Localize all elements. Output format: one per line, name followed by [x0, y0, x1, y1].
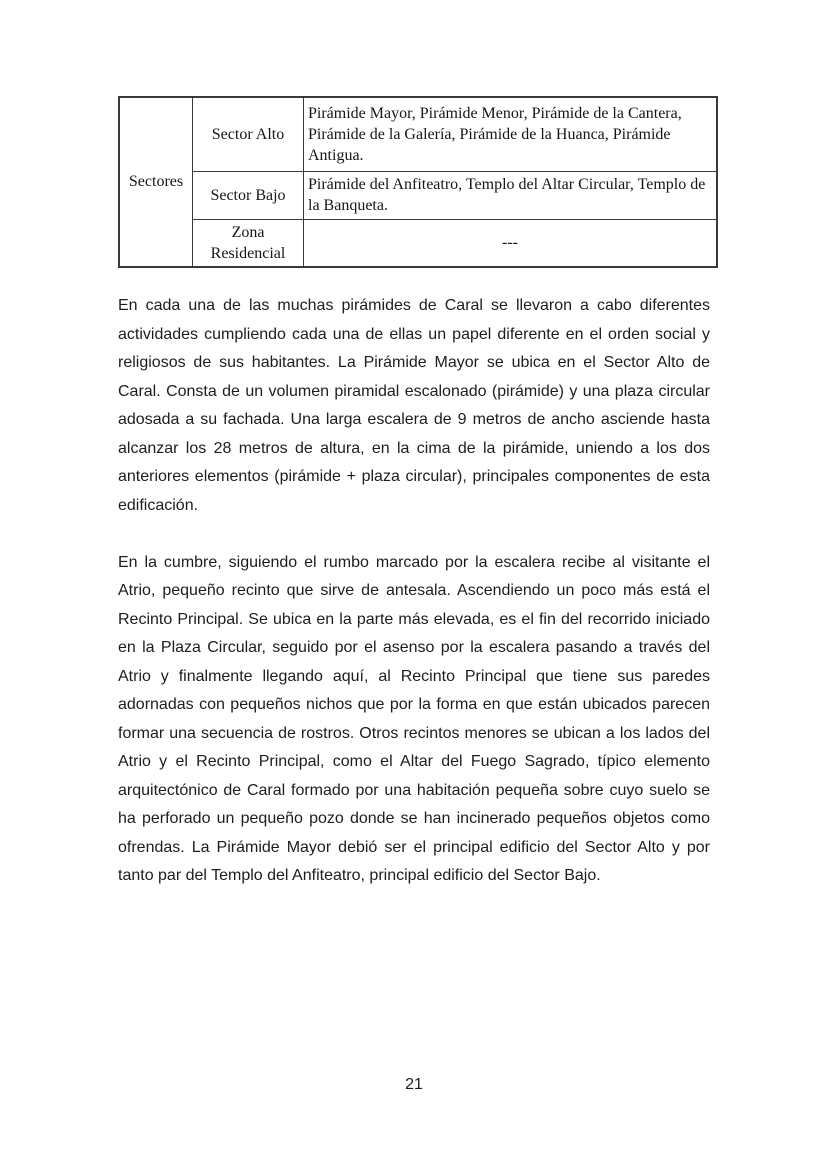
sectors-table: [118, 96, 718, 268]
table-cell-zona-residencial: Zona Residencial: [193, 219, 304, 267]
paragraph-cumbre-atrio: En la cumbre, siguiendo el rumbo marcado por la escalera recibe al visitante el Atrio, pequeño recinto que sirve de antesala. Ascendiendo un poco más está el Recinto Principal. Se ubica en la parte más elevada, es el fin del recorrido iniciado en la Plaza Circular, seguido por el asenso por la escalera pasando a través del Atrio y finalmente llegando aquí, al Recinto Principal que tiene sus paredes adornadas con pequeños nichos que por la forma en que están ubicados parecen formar una secuencia de rostros. Otros recintos menores se ubican a los lados del Atrio y el Recinto Principal, como el Altar del Fuego Sagrado, típico elemento arquitectónico de Caral formado por una habitación pequeña sobre cuyo suelo se ha perforado un pequeño pozo donde se han incinerado pequeños objetos como ofrendas. La Pirámide Mayor debió ser el principal edificio del Sector Alto y por tanto par del Templo del Anfiteatro, principal edificio del Sector Bajo.: [118, 553, 710, 884]
table-row: [119, 171, 717, 219]
table-cell-sector-alto: Sector Alto: [193, 97, 304, 171]
body-text: [118, 292, 710, 919]
table-cell-sector-alto-buildings: Pirámide Mayor, Pirámide Menor, Pirámide de la Cantera, Pirámide de la Galería, Pirámide de la Huanca, Pirámide Antigua.: [304, 97, 718, 171]
table-row: [119, 219, 717, 267]
table-cell-sector-bajo: Sector Bajo: [193, 171, 304, 219]
table-cell-sector-bajo-buildings: Pirámide del Anfiteatro, Templo del Altar Circular, Templo de la Banqueta.: [304, 171, 718, 219]
table-cell-zona-residencial-buildings: ---: [304, 219, 718, 267]
paragraph-piramides-caral: En cada una de las muchas pirámides de Caral se llevaron a cabo diferentes actividades cumpliendo cada una de ellas un papel diferente en el orden social y religiosos de sus habitantes. La Pirámide Mayor se ubica en el Sector Alto de Caral. Consta de un volumen piramidal escalonado (pirámide) y una plaza circular adosada a su fachada. Una larga escalera de 9 metros de ancho asciende hasta alcanzar los 28 metros de altura, en la cima de la pirámide, uniendo a los dos anteriores elementos (pirámide + plaza circular), principales componentes de esta edificación.: [118, 297, 710, 514]
table-cell-row-header: Sectores: [119, 97, 193, 267]
table-row: [119, 97, 717, 171]
page-number: 21: [405, 1076, 423, 1093]
sectors-table-container: [118, 96, 710, 268]
